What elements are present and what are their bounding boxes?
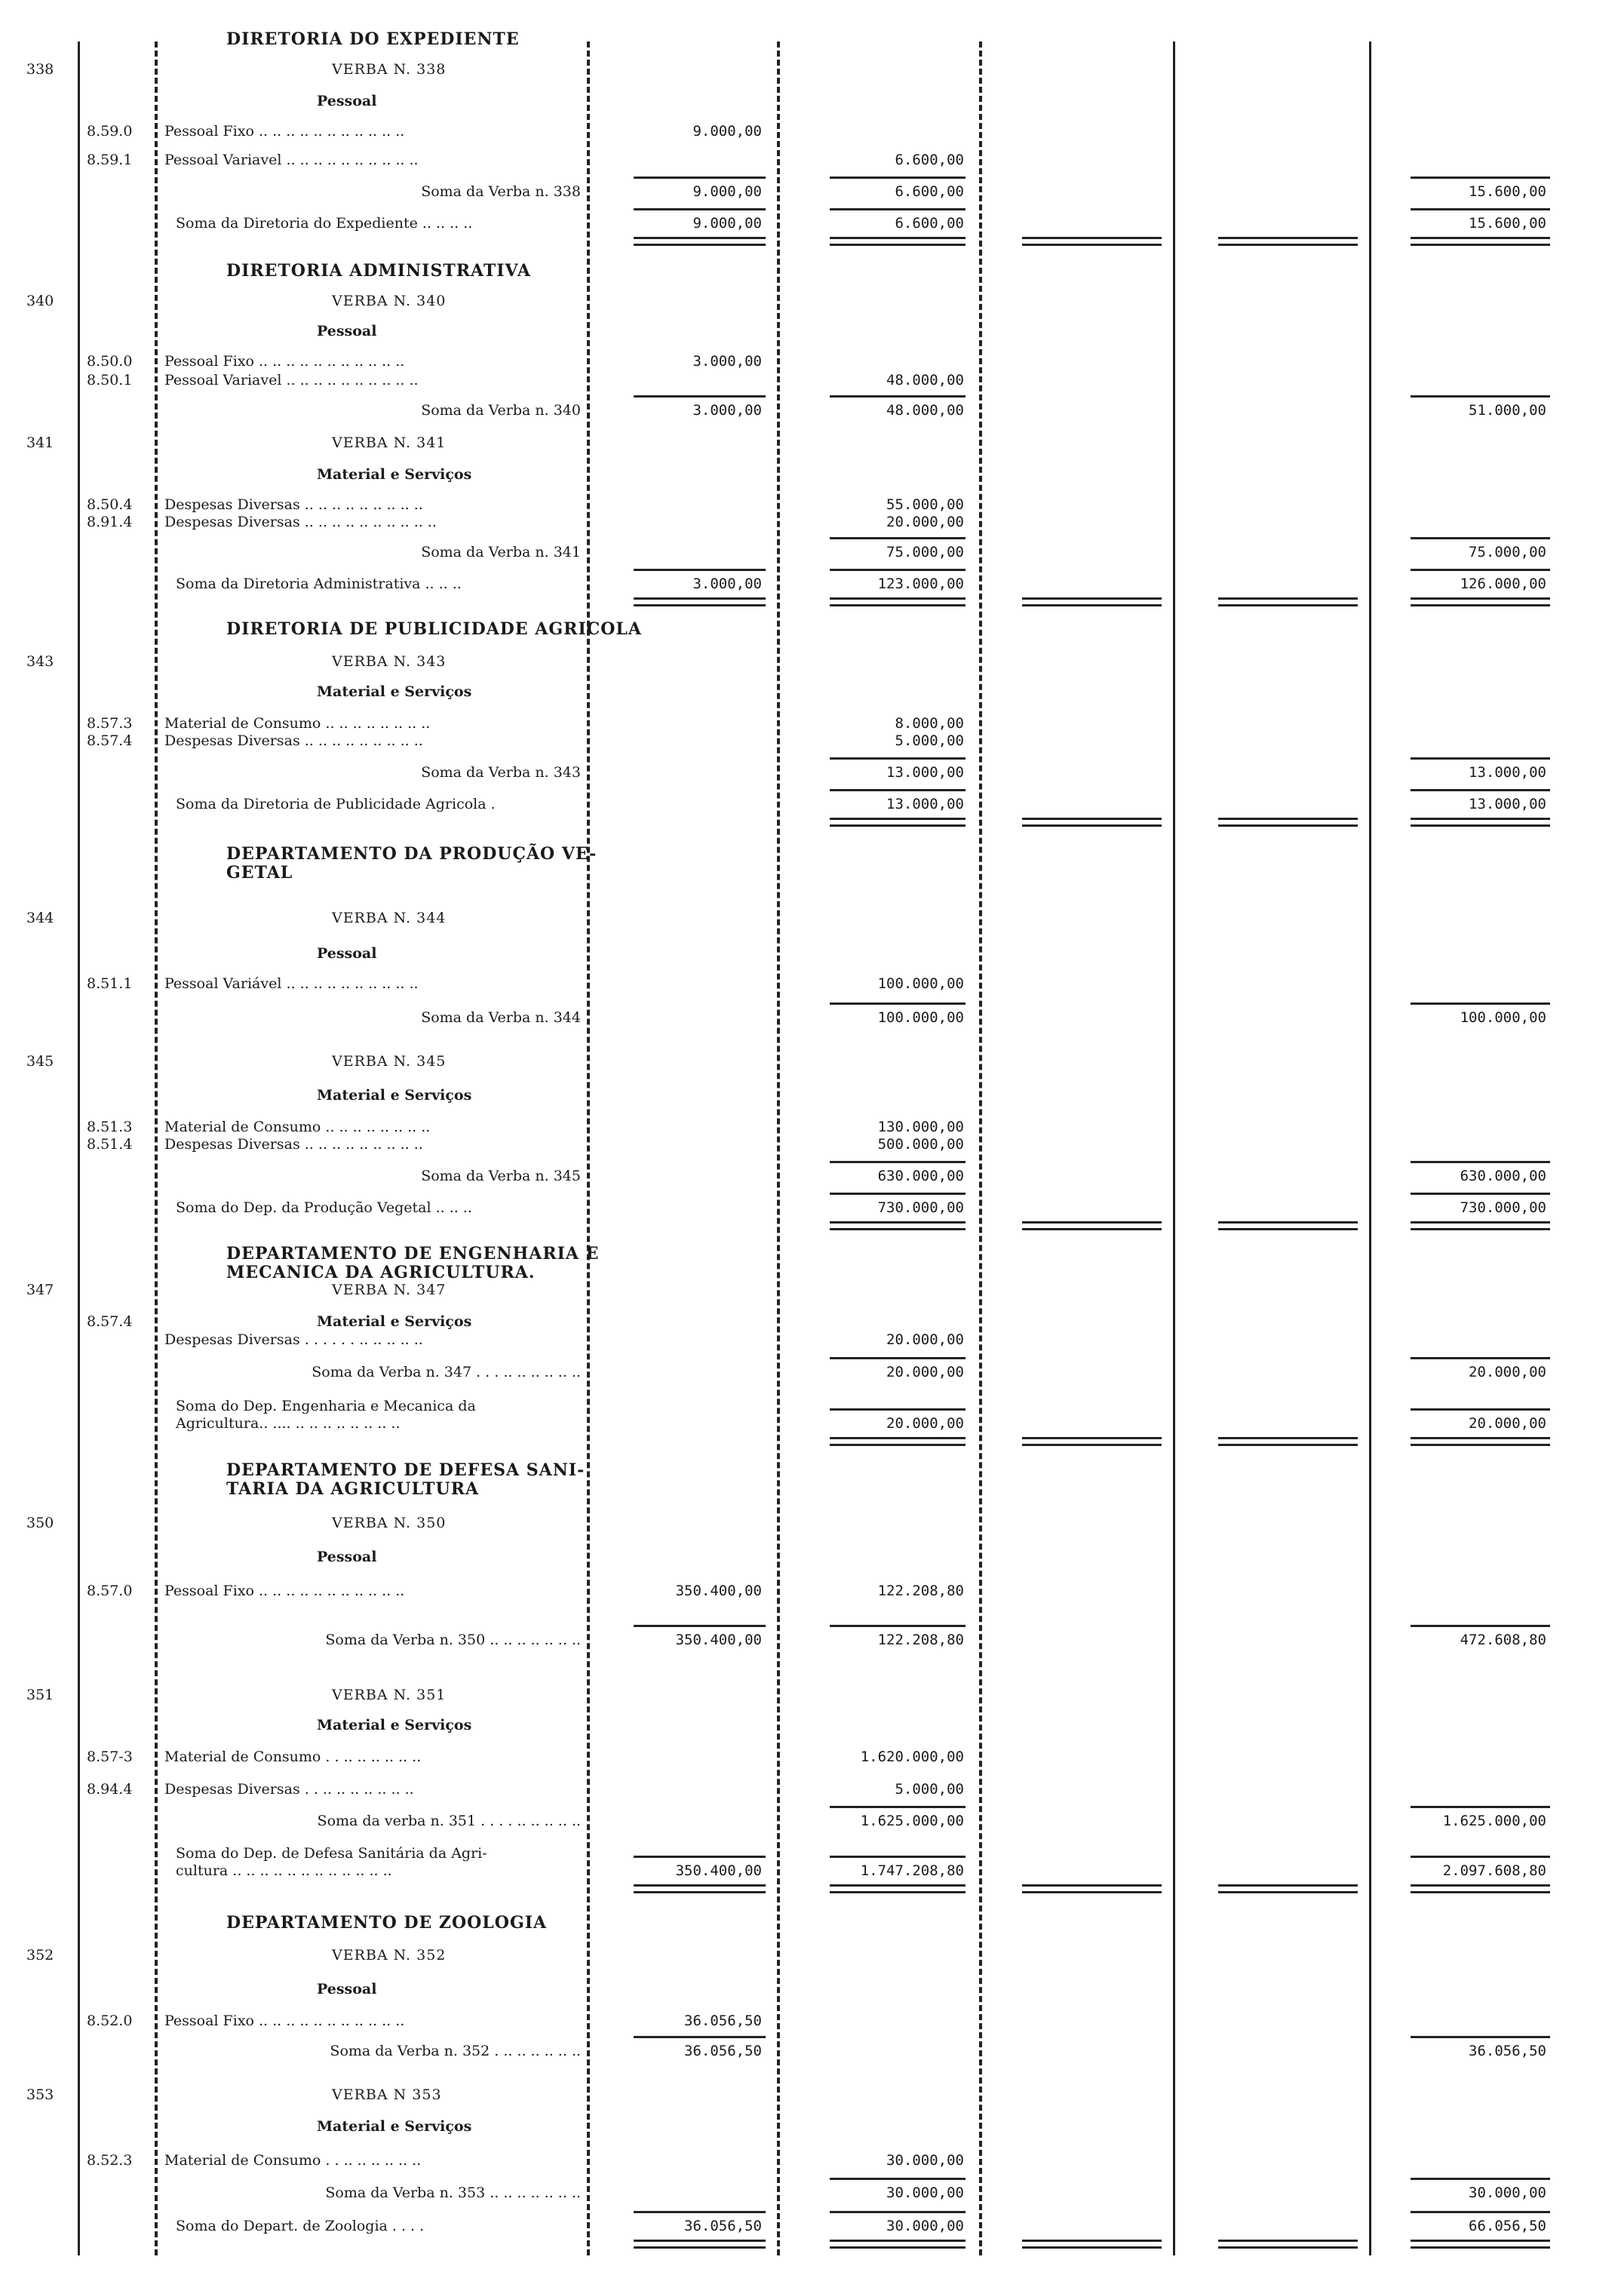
- total-double-rule: [830, 237, 965, 246]
- item-description: Pessoal Fixo .. .. .. .. .. .. .. .. .. .. ..: [164, 1583, 405, 1599]
- item-code: 8.51.1: [87, 975, 133, 992]
- amount-column-2: 730.000,00: [877, 1199, 964, 1216]
- sum-rule: [830, 1002, 965, 1005]
- amount-column-5: 20.000,00: [1469, 1415, 1546, 1432]
- sum-rule: [1411, 2178, 1550, 2180]
- section-total-label: Agricultura.. .... .. .. .. .. .. .. .. ..: [176, 1415, 401, 1432]
- sum-rule: [830, 757, 965, 760]
- total-double-rule: [830, 1884, 965, 1893]
- amount-column-2: 123.000,00: [877, 576, 964, 592]
- sum-rule: [1411, 1408, 1550, 1411]
- amount-column-2: 1.620.000,00: [860, 1749, 964, 1765]
- sum-rule: [830, 177, 965, 179]
- rule-column-2: [777, 41, 780, 2255]
- amount-column-2: 48.000,00: [886, 402, 964, 419]
- section-heading: TARIA DA AGRICULTURA: [226, 1479, 480, 1499]
- verba-heading: VERBA N. 347: [332, 1282, 447, 1298]
- item-code: 8.57.4: [87, 732, 133, 749]
- category-heading: Pessoal: [317, 1981, 377, 1997]
- total-double-rule: [634, 597, 766, 606]
- sum-rule: [1411, 1625, 1550, 1627]
- total-double-rule: [1411, 1437, 1550, 1446]
- category-heading: Material e Serviços: [317, 1313, 472, 1330]
- total-double-rule: [634, 1884, 766, 1893]
- amount-column-2: 30.000,00: [886, 2185, 964, 2201]
- verba-heading: VERBA N 353: [332, 2086, 442, 2103]
- amount-column-2: 20.000,00: [886, 514, 964, 530]
- amount-column-5: 20.000,00: [1469, 1364, 1546, 1380]
- verba-heading: VERBA N. 351: [332, 1687, 447, 1703]
- total-double-rule: [830, 1437, 965, 1446]
- amount-column-1: 9.000,00: [692, 215, 762, 232]
- total-double-rule: [1218, 597, 1358, 606]
- amount-column-2: 55.000,00: [886, 496, 964, 513]
- item-code: 8.59.1: [87, 152, 133, 168]
- item-description: Despesas Diversas .. .. .. .. .. .. .. .. ..: [164, 496, 423, 513]
- amount-column-2: 13.000,00: [886, 796, 964, 812]
- amount-column-2: 30.000,00: [886, 2152, 964, 2169]
- total-double-rule: [634, 237, 766, 246]
- item-code: 8.57.3: [87, 715, 133, 732]
- rule-description-column: [155, 41, 158, 2255]
- section-heading: DEPARTAMENTO DE DEFESA SANI-: [226, 1460, 585, 1480]
- item-code: 8.59.0: [87, 123, 133, 140]
- amount-column-2: 20.000,00: [886, 1415, 964, 1432]
- verba-heading: VERBA N. 352: [332, 1947, 447, 1963]
- amount-column-1: 36.056,50: [684, 2013, 762, 2029]
- amount-column-1: 3.000,00: [692, 402, 762, 419]
- sum-rule: [1411, 1806, 1550, 1808]
- sum-rule: [1411, 1161, 1550, 1163]
- total-double-rule: [1022, 2240, 1162, 2249]
- category-heading: Material e Serviços: [317, 466, 472, 483]
- section-heading: DIRETORIA ADMINISTRATIVA: [226, 261, 531, 281]
- sum-rule: [1411, 569, 1550, 571]
- amount-column-1: 36.056,50: [684, 2218, 762, 2234]
- section-heading: GETAL: [226, 863, 293, 883]
- verba-heading: VERBA N. 345: [332, 1053, 447, 1070]
- section-heading: DEPARTAMENTO DA PRODUÇÃO VE-: [226, 844, 597, 864]
- verba-heading: VERBA N. 350: [332, 1515, 447, 1531]
- verba-number: 347: [26, 1282, 54, 1298]
- section-total-label: Soma do Depart. de Zoologia . . . .: [176, 2218, 425, 2234]
- amount-column-2: 122.208,80: [877, 1632, 964, 1648]
- amount-column-1: 9.000,00: [692, 183, 762, 200]
- total-double-rule: [1411, 237, 1550, 246]
- verba-number: 341: [26, 434, 54, 451]
- verba-sum-label: Soma da Verba n. 343: [421, 764, 581, 781]
- amount-column-2: 8.000,00: [895, 715, 964, 732]
- category-heading: Pessoal: [317, 93, 377, 109]
- amount-column-2: 100.000,00: [877, 975, 964, 992]
- amount-column-2: 6.600,00: [895, 215, 964, 232]
- verba-heading: VERBA N. 344: [332, 910, 447, 926]
- item-description: Despesas Diversas . . . . . . .. .. .. .. ..: [164, 1331, 423, 1348]
- section-total-label: Soma da Diretoria Administrativa .. .. ..: [176, 576, 462, 592]
- total-double-rule: [1411, 2240, 1550, 2249]
- section-heading: DEPARTAMENTO DE ENGENHARIA E: [226, 1244, 600, 1263]
- section-total-label: Soma da Diretoria de Publicidade Agricola .: [176, 796, 496, 812]
- total-double-rule: [634, 2240, 766, 2249]
- sum-rule: [830, 789, 965, 791]
- total-double-rule: [830, 2240, 965, 2249]
- amount-column-2: 13.000,00: [886, 764, 964, 781]
- sum-rule: [830, 1408, 965, 1411]
- amount-column-5: 36.056,50: [1469, 2043, 1546, 2059]
- rule-column-4: [1173, 41, 1175, 2255]
- total-double-rule: [1022, 237, 1162, 246]
- sum-rule: [830, 1856, 965, 1858]
- total-double-rule: [1218, 237, 1358, 246]
- sum-rule: [634, 177, 766, 179]
- sum-rule: [1411, 1002, 1550, 1005]
- sum-rule: [830, 1357, 965, 1359]
- section-total-label: Soma do Dep. da Produção Vegetal .. .. ..: [176, 1199, 472, 1216]
- total-double-rule: [1022, 1884, 1162, 1893]
- total-double-rule: [1218, 1884, 1358, 1893]
- total-double-rule: [1411, 1221, 1550, 1230]
- category-heading: Material e Serviços: [317, 2118, 472, 2135]
- amount-column-5: 630.000,00: [1460, 1168, 1546, 1184]
- amount-column-5: 15.600,00: [1469, 183, 1546, 200]
- item-description: Material de Consumo .. .. .. .. .. .. .. ..: [164, 715, 431, 732]
- amount-column-2: 48.000,00: [886, 372, 964, 388]
- verba-heading: VERBA N. 343: [332, 653, 447, 670]
- verba-sum-label: Soma da Verba n. 352 . .. .. .. .. .. ..: [330, 2043, 581, 2059]
- rule-column-1: [587, 41, 590, 2255]
- amount-column-2: 6.600,00: [895, 183, 964, 200]
- item-description: Despesas Diversas .. .. .. .. .. .. .. .. ..: [164, 1136, 423, 1153]
- verba-number: 344: [26, 910, 54, 926]
- category-heading: Pessoal: [317, 323, 377, 339]
- item-description: Pessoal Fixo .. .. .. .. .. .. .. .. .. .. ..: [164, 2013, 405, 2029]
- category-heading: Pessoal: [317, 945, 377, 962]
- total-double-rule: [830, 597, 965, 606]
- amount-column-2: 20.000,00: [886, 1331, 964, 1348]
- verba-sum-label: Soma da Verba n. 353 .. .. .. .. .. .. ..: [325, 2185, 581, 2201]
- amount-column-1: 9.000,00: [692, 123, 762, 140]
- sum-rule: [634, 1856, 766, 1858]
- amount-column-1: 36.056,50: [684, 2043, 762, 2059]
- total-double-rule: [1218, 1437, 1358, 1446]
- amount-column-2: 6.600,00: [895, 152, 964, 168]
- item-description: Despesas Diversas . . .. .. .. .. .. .. ..: [164, 1781, 414, 1798]
- item-code: 8.50.4: [87, 496, 133, 513]
- verba-heading: VERBA N. 340: [332, 293, 447, 309]
- sum-rule: [1411, 2036, 1550, 2038]
- item-description: Despesas Diversas .. .. .. .. .. .. .. .. .. ..: [164, 514, 437, 530]
- verba-number: 350: [26, 1515, 54, 1531]
- verba-sum-label: Soma da verba n. 351 . . . . .. .. .. .. ..: [317, 1813, 581, 1829]
- verba-sum-label: Soma da Verba n. 345: [421, 1168, 581, 1184]
- item-description: Despesas Diversas .. .. .. .. .. .. .. .. ..: [164, 732, 423, 749]
- sum-rule: [1411, 1856, 1550, 1858]
- sum-rule: [830, 2178, 965, 2180]
- sum-rule: [830, 1193, 965, 1195]
- amount-column-1: 3.000,00: [692, 353, 762, 370]
- verba-number: 345: [26, 1053, 54, 1070]
- amount-column-5: 472.608,80: [1460, 1632, 1546, 1648]
- section-heading: DIRETORIA DE PUBLICIDADE AGRICOLA: [226, 619, 642, 639]
- total-double-rule: [1022, 1437, 1162, 1446]
- section-total-label: Soma da Diretoria do Expediente .. .. .. ..: [176, 215, 473, 232]
- rule-column-5: [1369, 41, 1371, 2255]
- category-heading: Material e Serviços: [317, 1717, 472, 1733]
- sum-rule: [634, 2036, 766, 2038]
- verba-number: 338: [26, 61, 54, 78]
- item-description: Pessoal Variavel .. .. .. .. .. .. .. .. .. ..: [164, 372, 419, 388]
- verba-sum-label: Soma da Verba n. 341: [421, 544, 581, 560]
- sum-rule: [634, 208, 766, 210]
- verba-number: 340: [26, 293, 54, 309]
- sum-rule: [830, 395, 965, 398]
- sum-rule: [830, 569, 965, 571]
- amount-column-1: 3.000,00: [692, 576, 762, 592]
- verba-number: 352: [26, 1947, 54, 1963]
- amount-column-5: 13.000,00: [1469, 764, 1546, 781]
- verba-number: 351: [26, 1687, 54, 1703]
- item-code: 8.91.4: [87, 514, 133, 530]
- amount-column-5: 15.600,00: [1469, 215, 1546, 232]
- sum-rule: [830, 1161, 965, 1163]
- sum-rule: [830, 208, 965, 210]
- amount-column-2: 500.000,00: [877, 1136, 964, 1153]
- item-code: 8.50.1: [87, 372, 133, 388]
- item-code: 8.51.3: [87, 1119, 133, 1135]
- total-double-rule: [1022, 597, 1162, 606]
- amount-column-2: 5.000,00: [895, 732, 964, 749]
- amount-column-2: 130.000,00: [877, 1119, 964, 1135]
- amount-column-1: 350.400,00: [675, 1862, 762, 1879]
- category-heading: Material e Serviços: [317, 1087, 472, 1104]
- amount-column-5: 2.097.608,80: [1442, 1862, 1546, 1879]
- sum-rule: [830, 1625, 965, 1627]
- amount-column-5: 75.000,00: [1469, 544, 1546, 560]
- amount-column-2: 1.747.208,80: [860, 1862, 964, 1879]
- total-double-rule: [1218, 1221, 1358, 1230]
- item-description: Pessoal Fixo .. .. .. .. .. .. .. .. .. .. ..: [164, 123, 405, 140]
- item-description: Material de Consumo . . .. .. .. .. .. ..: [164, 1749, 422, 1765]
- amount-column-2: 630.000,00: [877, 1168, 964, 1184]
- verba-sum-label: Soma da Verba n. 338: [421, 183, 581, 200]
- item-description: Pessoal Variável .. .. .. .. .. .. .. .. .. ..: [164, 975, 419, 992]
- item-code: 8.57.4: [87, 1313, 133, 1330]
- amount-column-2: 100.000,00: [877, 1009, 964, 1026]
- sum-rule: [634, 569, 766, 571]
- sum-rule: [1411, 537, 1550, 539]
- verba-sum-label: Soma da Verba n. 344: [421, 1009, 581, 1026]
- sum-rule: [1411, 1357, 1550, 1359]
- amount-column-5: 66.056,50: [1469, 2218, 1546, 2234]
- amount-column-5: 30.000,00: [1469, 2185, 1546, 2201]
- sum-rule: [1411, 1193, 1550, 1195]
- sum-rule: [1411, 177, 1550, 179]
- category-heading: Material e Serviços: [317, 683, 472, 700]
- section-total-label: Soma do Dep. de Defesa Sanitária da Agri-: [176, 1845, 487, 1862]
- amount-column-2: 75.000,00: [886, 544, 964, 560]
- amount-column-2: 30.000,00: [886, 2218, 964, 2234]
- verba-heading: VERBA N. 338: [332, 61, 447, 78]
- item-description: Pessoal Variavel .. .. .. .. .. .. .. .. .. ..: [164, 152, 419, 168]
- verba-heading: VERBA N. 341: [332, 434, 447, 451]
- amount-column-2: 5.000,00: [895, 1781, 964, 1798]
- total-double-rule: [1411, 1884, 1550, 1893]
- amount-column-2: 20.000,00: [886, 1364, 964, 1380]
- amount-column-1: 350.400,00: [675, 1583, 762, 1599]
- item-code: 8.52.3: [87, 2152, 133, 2169]
- total-double-rule: [830, 818, 965, 827]
- section-heading: DEPARTAMENTO DE ZOOLOGIA: [226, 1913, 548, 1933]
- total-double-rule: [830, 1221, 965, 1230]
- verba-number: 353: [26, 2086, 54, 2103]
- amount-column-2: 122.208,80: [877, 1583, 964, 1599]
- sum-rule: [634, 2211, 766, 2213]
- item-code: 8.57-3: [87, 1749, 133, 1765]
- item-description: Pessoal Fixo .. .. .. .. .. .. .. .. .. .. ..: [164, 353, 405, 370]
- amount-column-5: 13.000,00: [1469, 796, 1546, 812]
- section-heading: MECANICA DA AGRICULTURA.: [226, 1263, 536, 1282]
- sum-rule: [1411, 2211, 1550, 2213]
- verba-sum-label: Soma da Verba n. 340: [421, 402, 581, 419]
- total-double-rule: [1218, 2240, 1358, 2249]
- item-code: 8.57.0: [87, 1583, 133, 1599]
- amount-column-5: 51.000,00: [1469, 402, 1546, 419]
- total-double-rule: [1022, 1221, 1162, 1230]
- item-code: 8.51.4: [87, 1136, 133, 1153]
- item-description: Material de Consumo .. .. .. .. .. .. .. ..: [164, 1119, 431, 1135]
- sum-rule: [1411, 395, 1550, 398]
- sum-rule: [830, 1806, 965, 1808]
- sum-rule: [830, 2211, 965, 2213]
- amount-column-5: 126.000,00: [1460, 576, 1546, 592]
- rule-column-3: [979, 41, 982, 2255]
- section-total-label: cultura .. .. .. .. .. .. .. .. .. .. .. ..: [176, 1862, 392, 1879]
- item-code: 8.50.0: [87, 353, 133, 370]
- total-double-rule: [1022, 818, 1162, 827]
- sum-rule: [1411, 757, 1550, 760]
- item-code: 8.52.0: [87, 2013, 133, 2029]
- sum-rule: [634, 1625, 766, 1627]
- verba-number: 343: [26, 653, 54, 670]
- verba-sum-label: Soma da Verba n. 347 . . . .. .. .. .. .. ..: [312, 1364, 581, 1380]
- amount-column-2: 1.625.000,00: [860, 1813, 964, 1829]
- verba-sum-label: Soma da Verba n. 350 .. .. .. .. .. .. ..: [325, 1632, 581, 1648]
- amount-column-1: 350.400,00: [675, 1632, 762, 1648]
- total-double-rule: [1411, 818, 1550, 827]
- item-code: 8.94.4: [87, 1781, 133, 1798]
- sum-rule: [830, 537, 965, 539]
- sum-rule: [1411, 789, 1550, 791]
- total-double-rule: [1218, 818, 1358, 827]
- amount-column-5: 100.000,00: [1460, 1009, 1546, 1026]
- sum-rule: [634, 395, 766, 398]
- item-description: Material de Consumo . . .. .. .. .. .. ..: [164, 2152, 422, 2169]
- amount-column-5: 730.000,00: [1460, 1199, 1546, 1216]
- sum-rule: [1411, 208, 1550, 210]
- rule-code-column: [78, 41, 80, 2255]
- section-total-label: Soma do Dep. Engenharia e Mecanica da: [176, 1398, 476, 1414]
- total-double-rule: [1411, 597, 1550, 606]
- amount-column-5: 1.625.000,00: [1442, 1813, 1546, 1829]
- category-heading: Pessoal: [317, 1549, 377, 1565]
- section-heading: DIRETORIA DO EXPEDIENTE: [226, 29, 520, 49]
